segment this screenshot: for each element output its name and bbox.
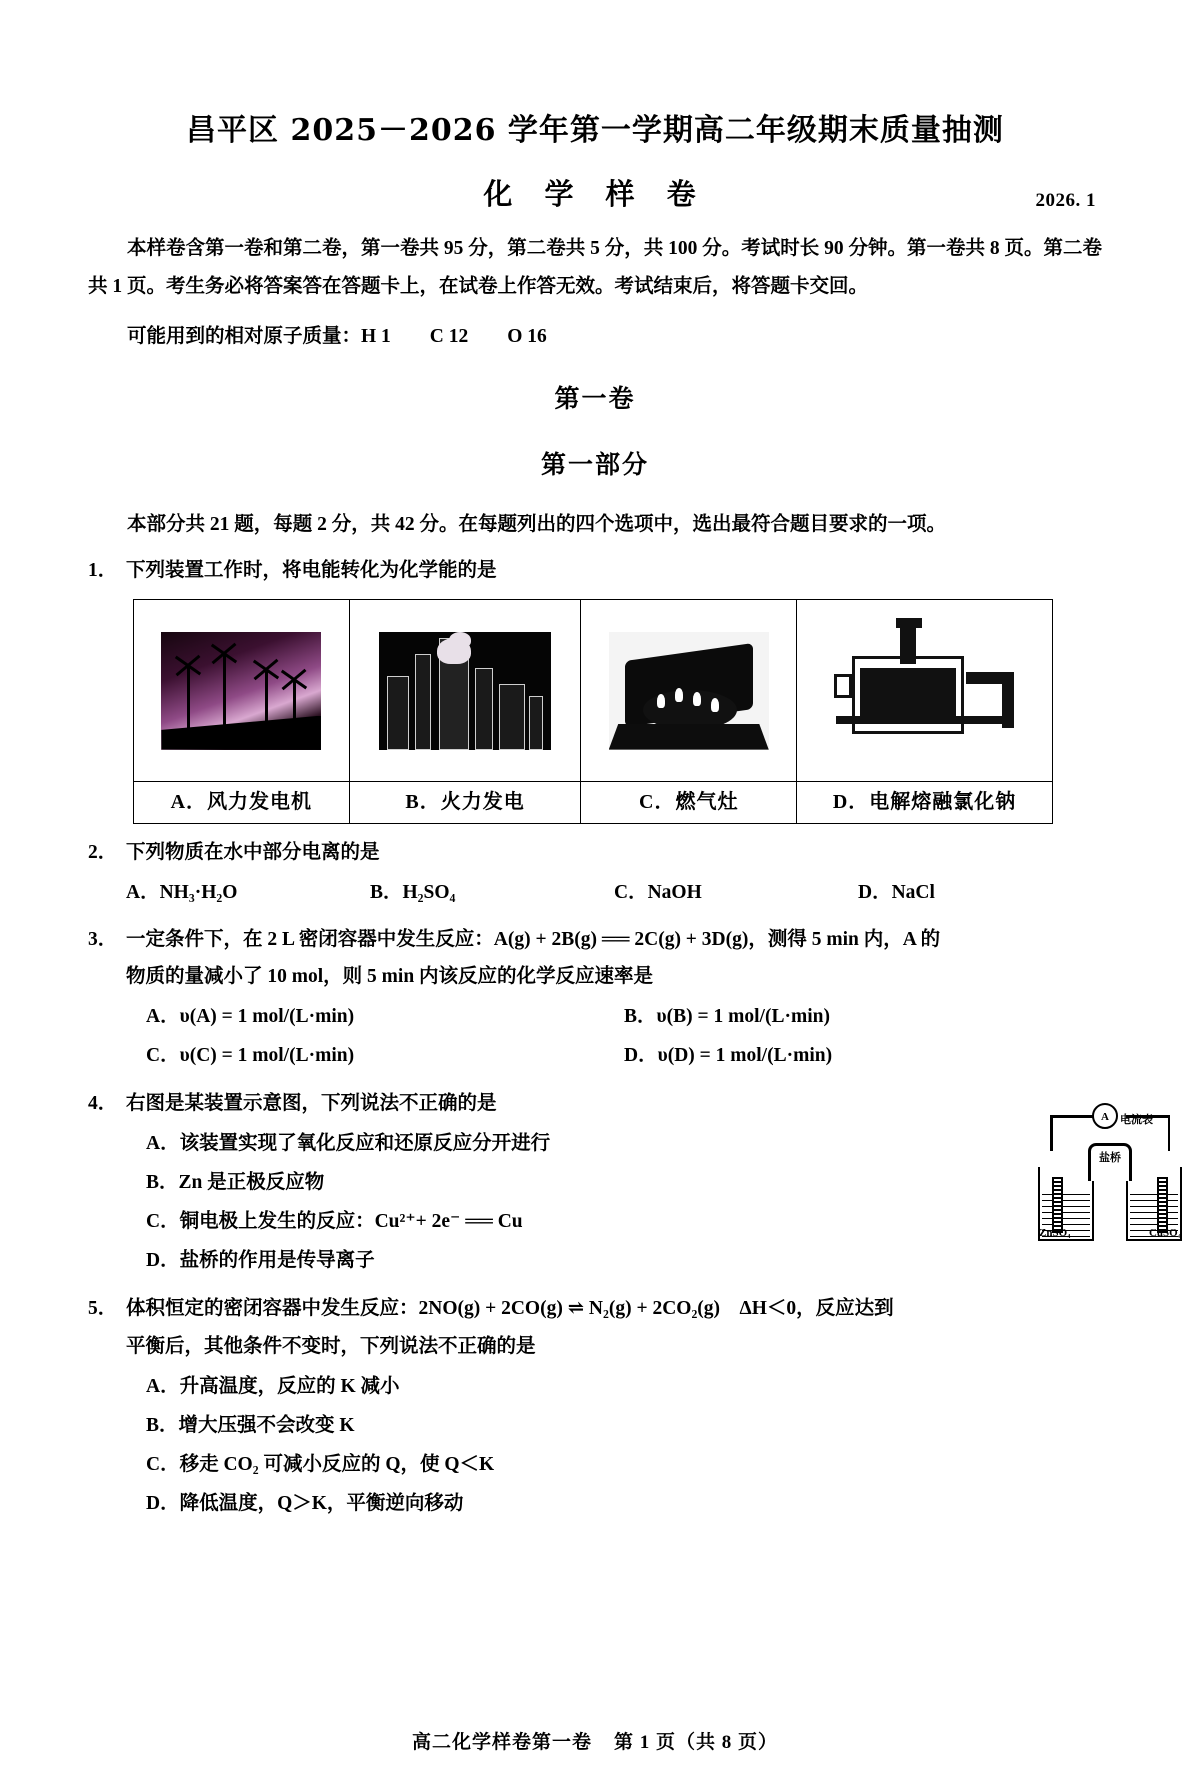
gas-stove-photo (609, 632, 769, 750)
question-1-text: 下列装置工作时，将电能转化为化学能的是 (126, 559, 497, 581)
option-label: A． (146, 1376, 180, 1398)
question-4-option-a[interactable] (146, 1124, 1102, 1163)
atomic-mass-label: 可能用到的相对原子质量： (127, 325, 362, 347)
question-5-stem (88, 1290, 1102, 1327)
question-3-text-line1: 一定条件下，在 2 L 密闭容器中发生反应：A(g) + 2B(g) ══ 2C(g) + 3D(g)，测得 5 min 内，A 的 (126, 928, 941, 950)
option-b-caption: 火力发电 (440, 791, 525, 814)
part-heading: 第一部分 (540, 449, 649, 479)
question-3-options-row2 (88, 1037, 1102, 1074)
atomic-mass-values: H 1 C 12 O 16 (361, 325, 547, 347)
question-1-options-table (133, 599, 1053, 824)
question-5-option-b[interactable] (146, 1406, 1102, 1445)
exam-date: 2026. 1 (1035, 189, 1096, 211)
question-2-option-b[interactable] (370, 874, 614, 911)
option-b-caption-cell (349, 782, 581, 824)
option-d-label: D． (832, 791, 870, 814)
wire-left-down (1050, 1115, 1053, 1151)
ammeter-icon: A (1092, 1103, 1118, 1129)
page-title: 昌平区 2025－2026 学年第一学期高二年级期末质量抽测 (186, 113, 1004, 148)
question-4-option-c[interactable] (146, 1202, 1102, 1241)
question-4-options (88, 1124, 1102, 1280)
option-label: C． (146, 1045, 180, 1067)
question-3-number: 3． (88, 928, 118, 950)
right-solution-label: CuSO₄ (1148, 1227, 1181, 1239)
option-text: 降低温度，Q＞K，平衡逆向移动 (179, 1493, 464, 1515)
question-2-text: 下列物质在水中部分电离的是 (126, 842, 380, 864)
option-text: NaCl (891, 881, 935, 903)
zinc-electrode (1052, 1177, 1063, 1233)
option-text: 铜电极上发生的反应：Cu²⁺+ 2e⁻ ══ Cu (179, 1211, 523, 1233)
option-text: Zn 是正极反应物 (178, 1172, 325, 1194)
option-text: H₂SO₄ (402, 881, 456, 903)
left-solution-label: ZnSO₄ (1039, 1227, 1071, 1239)
option-d-image-cell[interactable] (797, 600, 1053, 782)
option-label: D． (858, 881, 892, 903)
question-5-number: 5． (88, 1298, 118, 1320)
option-label: D． (624, 1045, 658, 1067)
option-label: C． (146, 1211, 180, 1233)
page-content (88, 0, 1102, 1523)
option-text: 移走 CO₂ 可减小反应的 Q，使 Q＜K (179, 1454, 495, 1476)
question-4-option-d[interactable] (146, 1241, 1102, 1280)
question-5-text-line1: 体积恒定的密闭容器中发生反应：2NO(g) + 2CO(g) ⇌ N₂(g) + 2CO₂(g) ΔH＜0，反应达到 (126, 1298, 894, 1320)
subject-row (88, 172, 1102, 214)
caption-row (134, 782, 1053, 824)
question-3-option-c[interactable] (146, 1037, 624, 1074)
footer-right: 第 1 页（共 8 页） (614, 1732, 779, 1753)
electrolysis-apparatus-diagram (830, 616, 1020, 766)
option-label: C． (146, 1454, 180, 1476)
option-text: υ(A) = 1 mol/(L·min) (179, 1005, 355, 1027)
galvanic-cell-diagram (1036, 1095, 1184, 1245)
option-text: υ(C) = 1 mol/(L·min) (179, 1045, 355, 1067)
option-label: C． (614, 881, 648, 903)
option-c-caption: 燃气灶 (675, 791, 739, 814)
option-a-image-cell[interactable] (134, 600, 350, 782)
wire-left (1050, 1115, 1094, 1118)
question-4-text: 右图是某装置示意图，下列说法不正确的是 (126, 1092, 497, 1114)
question-5-option-d[interactable] (146, 1484, 1102, 1523)
option-a-caption-cell (134, 782, 350, 824)
question-4 (88, 1085, 1102, 1280)
question-3 (88, 921, 1102, 1075)
footer-left: 高二化学样卷第一卷 (411, 1732, 592, 1753)
question-4-number: 4． (88, 1092, 118, 1114)
question-5-text-line2: 平衡后，其他条件不变时，下列说法不正确的是 (126, 1335, 536, 1357)
question-2 (88, 834, 1102, 911)
option-label: A． (146, 1133, 180, 1155)
option-text: 增大压强不会改变 K (178, 1415, 355, 1437)
wire-right-down (1168, 1115, 1171, 1151)
option-b-image-cell[interactable] (349, 600, 581, 782)
question-4-option-b[interactable] (146, 1163, 1102, 1202)
option-d-caption: 电解熔融氯化钠 (869, 791, 1017, 814)
option-c-caption-cell (581, 782, 797, 824)
question-5-options (88, 1367, 1102, 1523)
option-text: 升高温度，反应的 K 减小 (179, 1376, 400, 1398)
option-text: υ(B) = 1 mol/(L·min) (656, 1005, 830, 1027)
option-text: NaOH (647, 881, 702, 903)
question-4-stem (88, 1085, 1102, 1122)
option-c-label: C． (639, 791, 676, 814)
option-c-image-cell[interactable] (581, 600, 797, 782)
picture-row (134, 600, 1053, 782)
ammeter-label: 电流表 (1120, 1114, 1153, 1126)
page-footer (0, 1727, 1190, 1754)
subject-title: 化 学 样 卷 (483, 176, 707, 211)
option-label: A． (146, 1005, 180, 1027)
exam-instructions: 本样卷含第一卷和第二卷，第一卷共 95 分，第二卷共 5 分，共 100 分。考试时长 90 分钟。第一卷共 8 页。第二卷共 1 页。考生务必将答案答在答题卡上，在试卷上作答无效。考试结束后，将答题卡交回。 (88, 237, 1103, 297)
option-text: NH₃·H₂O (159, 881, 238, 903)
question-2-options (88, 874, 1102, 911)
question-3-option-a[interactable] (146, 998, 624, 1035)
wind-turbine-photo (161, 632, 321, 750)
option-label: D． (146, 1250, 180, 1272)
option-label: A． (126, 881, 160, 903)
atomic-mass-line (88, 318, 1102, 355)
question-2-option-d[interactable] (858, 874, 1102, 911)
thermal-power-plant-photo (379, 632, 551, 750)
option-label: D． (146, 1493, 180, 1515)
volume-heading: 第一卷 (554, 383, 636, 413)
question-2-option-a[interactable] (126, 874, 370, 911)
question-5-option-a[interactable] (146, 1367, 1102, 1406)
question-3-stem (88, 921, 1102, 958)
question-2-number: 2． (88, 842, 118, 864)
option-d-caption-cell (797, 782, 1053, 824)
question-3-option-d[interactable] (624, 1037, 1102, 1074)
question-2-option-c[interactable] (614, 874, 858, 911)
option-text: υ(D) = 1 mol/(L·min) (657, 1045, 833, 1067)
question-5 (88, 1290, 1102, 1523)
salt-bridge-label: 盐桥 (1099, 1152, 1121, 1164)
question-1-number: 1． (88, 559, 118, 581)
option-label: B． (146, 1415, 179, 1437)
part-instructions: 本部分共 21 题，每题 2 分，共 42 分。在每题列出的四个选项中，选出最符合题目要求的一项。 (127, 513, 947, 535)
option-text: 盐桥的作用是传导离子 (179, 1250, 375, 1272)
copper-electrode (1157, 1177, 1168, 1233)
question-1 (88, 552, 1102, 824)
question-3-text-line2: 物质的量减小了 10 mol，则 5 min 内该反应的化学反应速率是 (126, 966, 654, 988)
option-label: B． (624, 1005, 657, 1027)
option-b-label: B． (405, 791, 441, 814)
option-label: B． (146, 1172, 179, 1194)
option-label: B． (370, 881, 403, 903)
question-2-stem (88, 834, 1102, 871)
question-3-options-row1 (88, 998, 1102, 1035)
option-text: 该装置实现了氧化反应和还原反应分开进行 (179, 1133, 551, 1155)
question-1-stem (88, 552, 1102, 589)
question-5-option-c[interactable] (146, 1445, 1102, 1484)
option-a-label: A． (170, 791, 208, 814)
question-3-option-b[interactable] (624, 998, 1102, 1035)
option-a-caption: 风力发电机 (207, 791, 313, 814)
